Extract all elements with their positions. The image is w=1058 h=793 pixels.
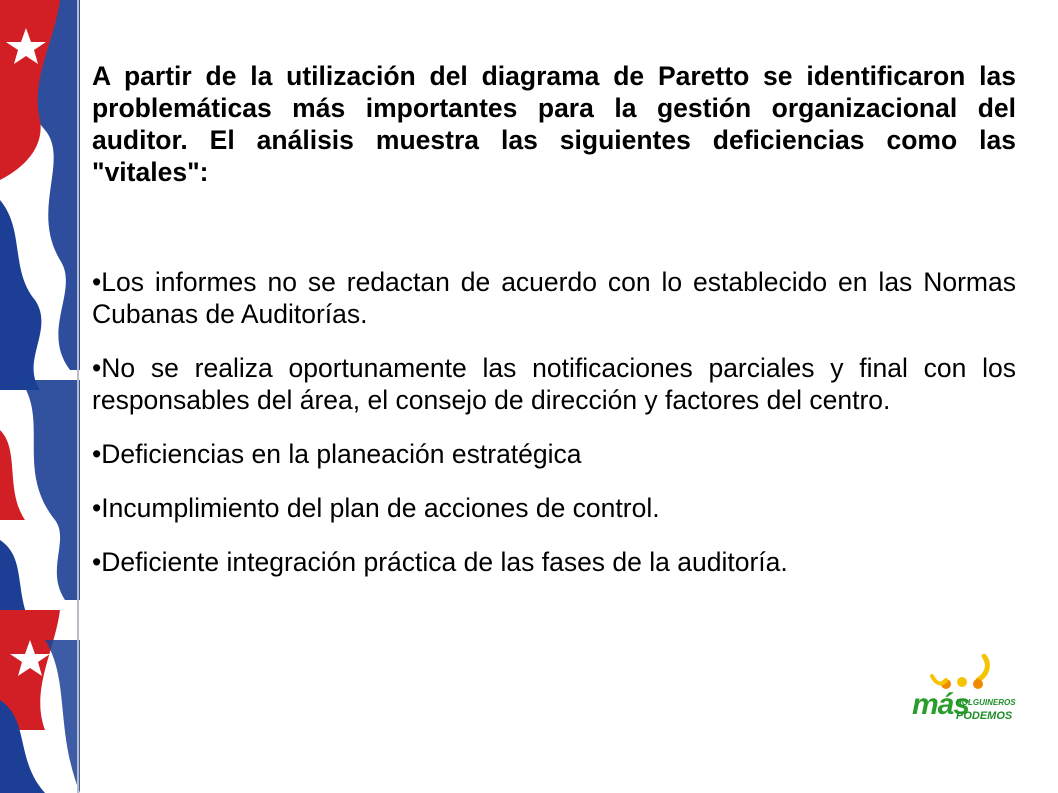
list-item [92,266,1016,330]
logo-line1: HOLGUINEROS [956,698,1016,707]
logo-word: más [912,688,970,721]
cuban-flag-decoration [0,0,80,793]
bullet-marker: • [92,493,102,523]
bullet-marker: • [92,267,102,297]
slide-content [92,60,1016,600]
list-item-text: No se realiza oportunamente las notificaciones parciales y final con los responsables del área, el consejo de dirección y factores del centro. [92,353,1016,415]
list-item-text: Deficiente integración práctica de las fases de la auditoría. [101,547,788,577]
deficiency-list [92,266,1016,578]
list-item [92,546,1016,578]
bullet-marker: • [92,547,102,577]
list-item [92,492,1016,524]
intro-paragraph: A partir de la utilización del diagrama de Paretto se identificaron las problemáticas más importantes para la gestión organizacional del auditor. El análisis muestra las siguientes deficiencias como las "vitales": [92,61,1016,187]
logo-line2: PODEMOS [956,710,1013,722]
bullet-marker: • [92,353,102,383]
list-item-text: Incumplimiento del plan de acciones de control. [101,493,660,523]
list-item [92,438,1016,470]
bullet-marker: • [92,439,102,469]
list-item [92,352,1016,416]
list-item-text: Los informes no se redactan de acuerdo con lo establecido en las Normas Cubanas de Auditorías. [92,267,1016,329]
list-item-text: Deficiencias en la planeación estratégica [101,439,582,469]
mas-holguineros-logo [912,654,1016,734]
